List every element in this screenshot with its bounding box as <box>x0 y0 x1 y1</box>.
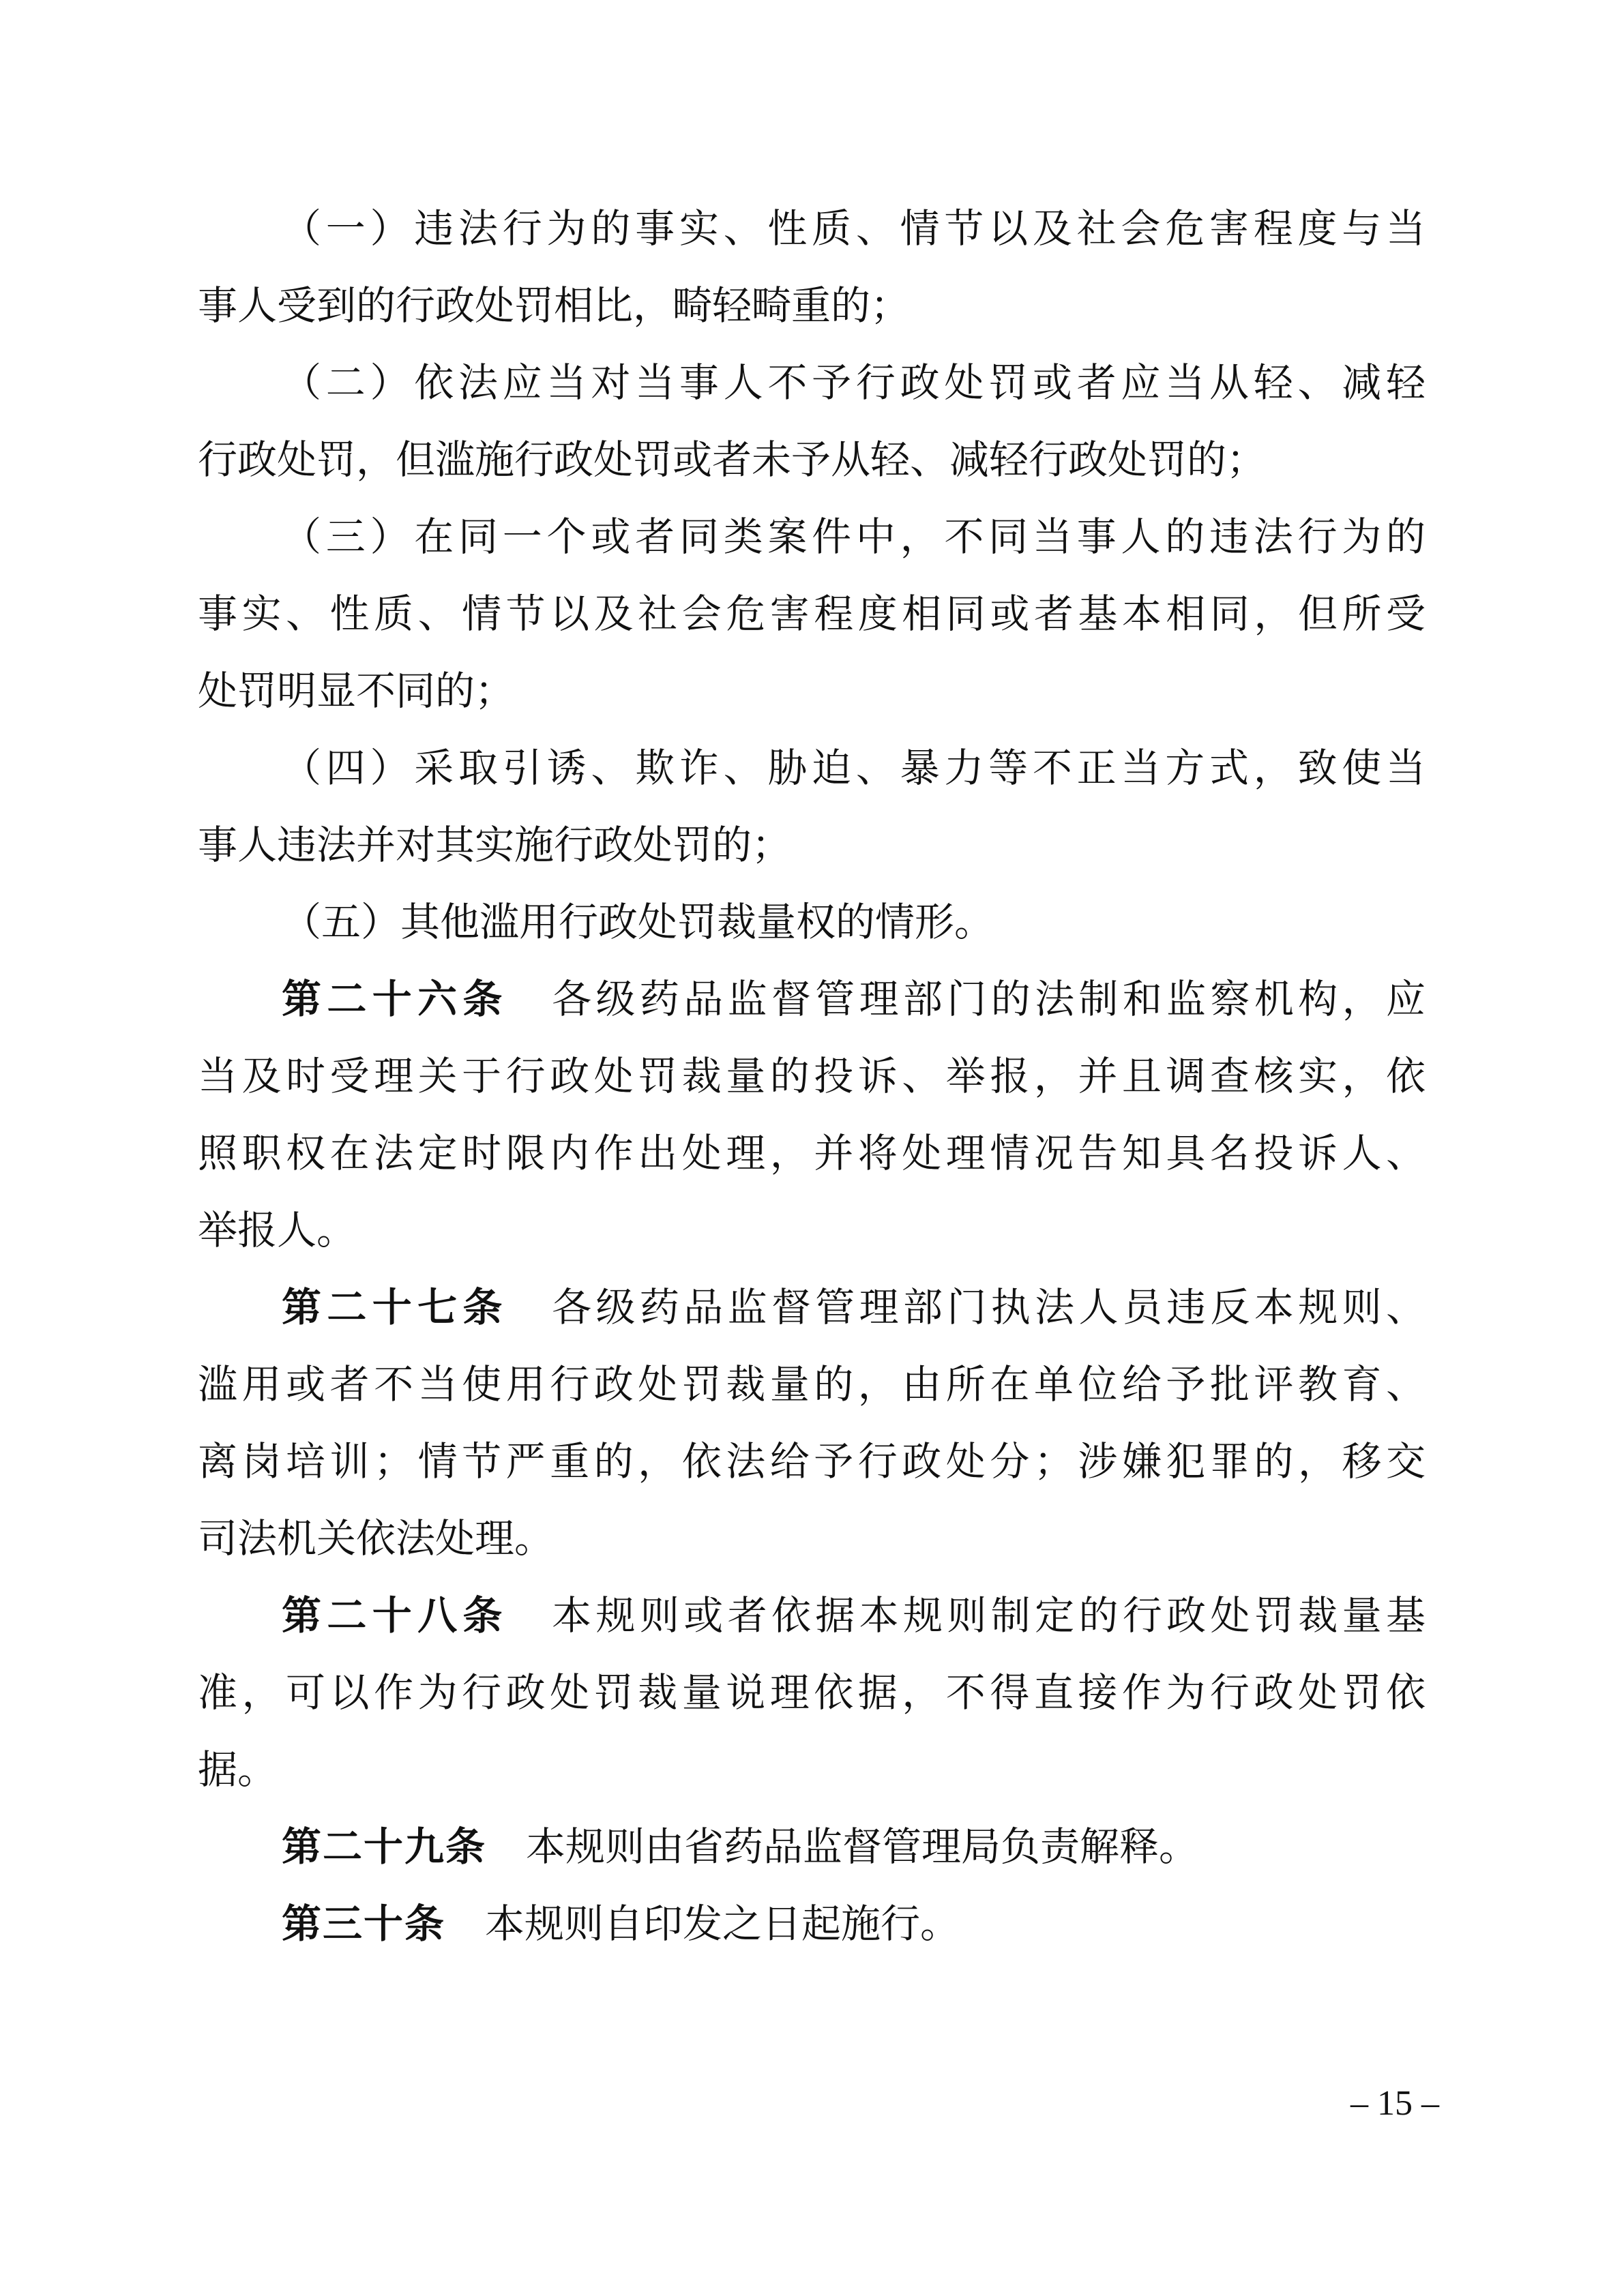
article-26-line-3: 照职权在法定时限内作出处理，并将处理情况告知具名投诉人、 <box>198 1130 1426 1176</box>
clause-4-line-1: （四）采取引诱、欺诈、胁迫、暴力等不正当方式，致使当 <box>282 745 1426 791</box>
article-27-text: 各级药品监督管理部门执法人员违反本规则、 <box>547 1284 1426 1330</box>
article-26-text: 各级药品监督管理部门的法制和监察机构，应 <box>547 976 1426 1022</box>
article-28-heading: 第二十八条 <box>282 1592 508 1639</box>
clause-3-line-1: （三）在同一个或者同类案件中，不同当事人的违法行为的 <box>282 513 1426 560</box>
article-27-heading: 第二十七条 <box>282 1284 508 1330</box>
article-27-line-1 <box>282 1277 1426 1338</box>
article-26-line-2: 当及时受理关于行政处罚裁量的投诉、举报，并且调查核实，依 <box>198 1053 1426 1099</box>
article-29-line-1 <box>282 1816 1426 1877</box>
article-26-line-1 <box>282 968 1426 1030</box>
clause-3-line-2: 事实、性质、情节以及社会危害程度相同或者基本相同，但所受 <box>198 591 1426 637</box>
article-29-heading: 第二十九条 <box>282 1823 487 1870</box>
page-number: – 15 – <box>1350 2084 1439 2123</box>
article-27-line-2: 滥用或者不当使用行政处罚裁量的，由所在单位给予批评教育、 <box>198 1361 1426 1407</box>
article-28-line-2: 准，可以作为行政处罚裁量说理依据，不得直接作为行政处罚依 <box>198 1669 1426 1716</box>
clause-4-line-2: 事人违法并对其实施行政处罚的； <box>198 822 792 868</box>
article-28-line-3: 据。 <box>198 1746 278 1793</box>
article-27-line-3: 离岗培训；情节严重的，依法给予行政处分；涉嫌犯罪的，移交 <box>198 1438 1426 1485</box>
clause-1-line-1: （一）违法行为的事实、性质、情节以及社会危害程度与当 <box>282 205 1426 252</box>
article-26-line-4: 举报人。 <box>198 1207 357 1253</box>
article-28-text: 本规则或者依据本规则制定的行政处罚裁量基 <box>547 1592 1426 1639</box>
article-27-line-4: 司法机关依法处理。 <box>198 1515 555 1562</box>
article-26-heading: 第二十六条 <box>282 976 508 1022</box>
article-30-line-1 <box>282 1893 1426 1954</box>
article-30-heading: 第三十条 <box>282 1900 446 1947</box>
clause-2-line-1: （二）依法应当对当事人不予行政处罚或者应当从轻、减轻 <box>282 359 1426 406</box>
article-30-text: 本规则自印发之日起施行。 <box>485 1900 960 1947</box>
clause-5-line-1: （五）其他滥用行政处罚裁量权的情形。 <box>282 899 994 945</box>
article-29-text: 本规则由省药品监督管理局负责解释。 <box>526 1823 1199 1870</box>
clause-1-line-2: 事人受到的行政处罚相比，畸轻畸重的； <box>198 282 911 329</box>
clause-2-line-2: 行政处罚，但滥施行政处罚或者未予从轻、减轻行政处罚的； <box>198 436 1267 483</box>
clause-3-line-3: 处罚明显不同的； <box>198 668 515 714</box>
article-28-line-1 <box>282 1585 1426 1646</box>
